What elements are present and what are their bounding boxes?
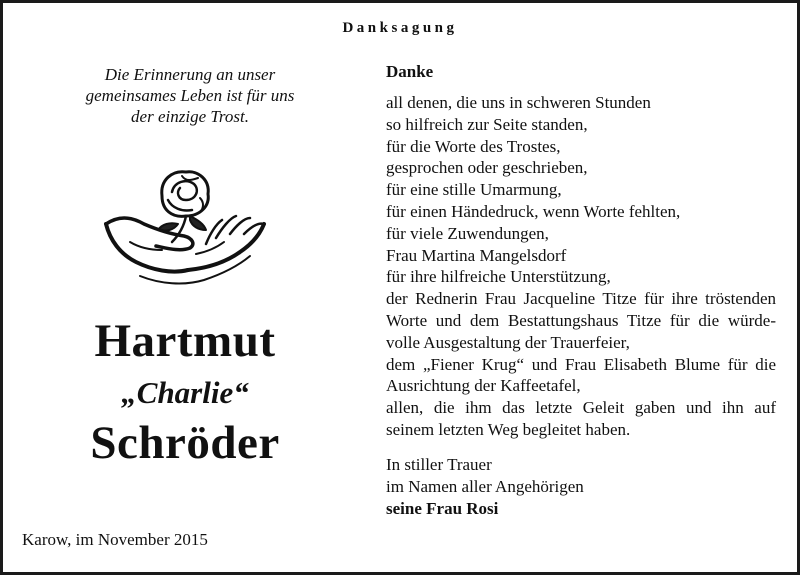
body-line: für ihre hilfreiche Unterstützung, xyxy=(386,267,611,287)
closing-block xyxy=(386,454,584,519)
body-line: volle Ausgestaltung der Trauerfeier, xyxy=(386,332,630,352)
body-line: seinem letzten Weg begleitet haben. xyxy=(386,419,631,439)
place-date: Karow, im November 2015 xyxy=(22,530,208,549)
deceased-first-name: Hartmut xyxy=(94,315,276,367)
motto-line: Die Erinnerung an unser xyxy=(104,65,276,84)
thanks-title: Danke xyxy=(386,62,434,81)
body-line: Worte und dem Bestattungshaus Titze für die würde- xyxy=(386,310,776,330)
deceased-nickname: „Charlie“ xyxy=(121,375,249,410)
body-line: für viele Zuwendungen, xyxy=(386,223,549,243)
motto-line: der einzige Trost. xyxy=(131,107,249,126)
signature: seine Frau Rosi xyxy=(386,498,499,518)
rose-in-hands-icon xyxy=(100,158,275,303)
body-line: Ausrichtung der Kaffeetafel, xyxy=(386,376,581,396)
notice-heading: Danksagung xyxy=(342,20,458,36)
body-line: all denen, die uns in schweren Stunden xyxy=(386,93,651,112)
closing-line: In stiller Trauer xyxy=(386,455,492,474)
body-line: allen, die ihm das letzte Geleit gaben und ihn auf xyxy=(386,398,776,418)
thanks-body xyxy=(386,92,776,441)
body-line: für die Worte des Trostes, xyxy=(386,136,561,156)
body-line: Frau Martina Mangelsdorf xyxy=(386,245,567,265)
closing-line: im Namen aller Angehörigen xyxy=(386,476,584,496)
deceased-last-name: Schröder xyxy=(90,417,280,469)
motto xyxy=(40,64,340,127)
body-line: dem „Fiener Krug“ und Frau Elisabeth Blume für die xyxy=(386,354,776,374)
body-line: so hilfreich zur Seite standen, xyxy=(386,114,588,134)
body-line: für eine stille Umarmung, xyxy=(386,180,562,200)
body-line: der Rednerin Frau Jacqueline Titze für ihre tröstenden xyxy=(386,289,776,309)
motto-line: gemeinsames Leben ist für uns xyxy=(85,86,295,105)
body-line: gesprochen oder geschrieben, xyxy=(386,158,588,178)
body-line: für einen Händedruck, wenn Worte fehlten, xyxy=(386,201,681,221)
